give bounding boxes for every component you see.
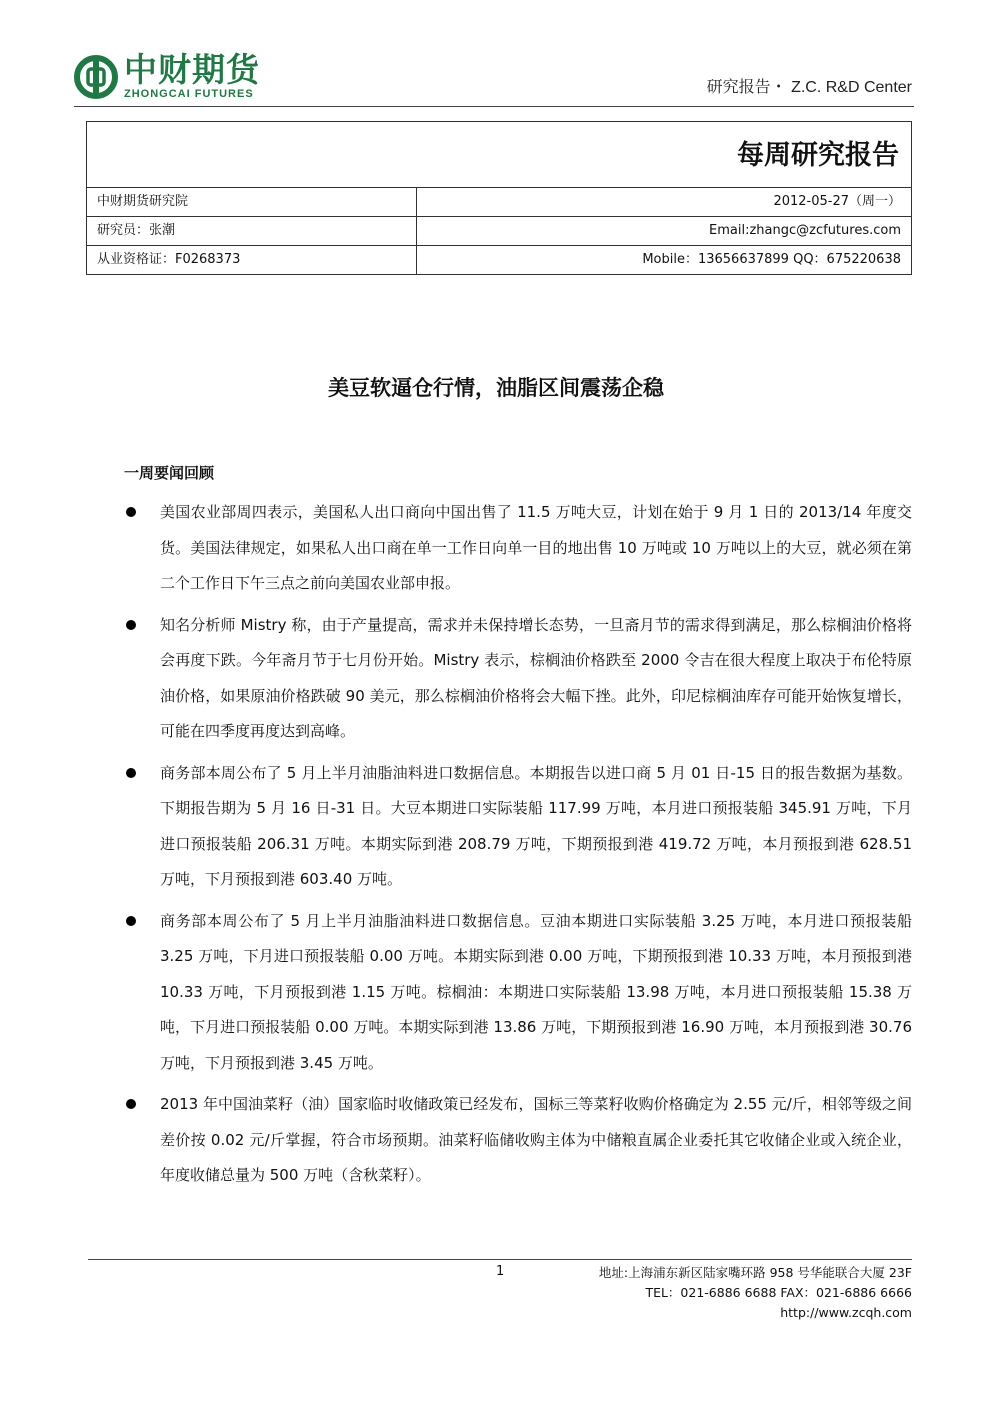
footer-phone-fax: TEL：021-6886 6688 FAX：021-6886 6666 (645, 1285, 912, 1300)
page-number: 1 (496, 1264, 505, 1279)
section-heading: 一周要闻回顾 (124, 464, 215, 482)
info-row-license (87, 246, 911, 274)
bullet-icon (126, 507, 136, 517)
header-divider (74, 106, 914, 107)
bullet-icon (126, 916, 136, 926)
report-type-cell (87, 122, 911, 188)
logo-chinese-name: 中财期货 (124, 50, 260, 89)
bullet-text: 知名分析师 Mistry 称，由于产量提高，需求并未保持增长态势，一旦斋月节的需求得到满足，那么棕榈油价格将会再度下跌。今年斋月节于七月份开始。Mistry 表示，棕榈油价格跌至 2000 令吉在很大程度上取决于布伦特原油价格，如果原油价格跌破 90 美元，那么棕榈油价格将会大幅下挫。此外，印尼棕榈油库存可能开始恢复增长，可能在四季度再度达到高峰。 (160, 615, 912, 740)
list-item (124, 495, 912, 602)
institute-name: 中财期货研究院 (87, 188, 417, 216)
report-info-table (86, 121, 912, 275)
footer-website-link[interactable]: http://www.zcqh.com (780, 1305, 912, 1320)
license-number: 从业资格证：F0268373 (87, 246, 417, 274)
bullet-text: 商务部本周公布了 5 月上半月油脂油料进口数据信息。本期报告以进口商 5 月 01 日-15 日的报告数据为基数。下期报告期为 5 月 16 日-31 日。大豆本期进口实际装船 117.99 万吨，本月进口预报装船 345.91 万吨，下月进口预报装船 206.31 万吨。本期实际到港 208.79 万吨，下期预报到港 419.72 万吨，本月预报到港 628.51 万吨，下月预报到港 603.40 万吨。 (160, 763, 912, 888)
list-item (124, 608, 912, 750)
logo-english-name: ZHONGCAI FUTURES (124, 88, 254, 100)
zhongcai-logo-icon (74, 54, 118, 100)
report-type-title: 每周研究报告 (737, 140, 899, 171)
list-item (124, 756, 912, 898)
list-item (124, 1087, 912, 1194)
footer-divider (88, 1259, 912, 1260)
company-logo (74, 52, 314, 102)
bullet-icon (126, 620, 136, 630)
footer-address: 地址:上海浦东新区陆家嘴环路 958 号华能联合大厦 23F (598, 1265, 912, 1280)
info-row-institute (87, 188, 911, 217)
footer-contact (599, 1263, 912, 1323)
bullet-text: 美国农业部周四表示，美国私人出口商向中国出售了 11.5 万吨大豆，计划在始于 9 月 1 日的 2013/14 年度交货。美国法律规定，如果私人出口商在单一工作日向单一目的地出售 10 万吨或 10 万吨以上的大豆，就必须在第二个工作日下午三点之前向美国农业部申报。 (160, 503, 912, 592)
bullet-icon (126, 1099, 136, 1109)
researcher-email: Email:zhangc@zcfutures.com (709, 223, 901, 238)
bullet-text: 商务部本周公布了 5 月上半月油脂油料进口数据信息。豆油本期进口实际装船 3.25 万吨，本月进口预报装船 3.25 万吨，下月进口预报装船 0.00 万吨。本期实际到港 0.00 万吨，下期预报到港 10.33 万吨，本月预报到港 10.33 万吨，下月预报到港 1.15 万吨。棕榈油：本期进口实际装船 13.98 万吨，本月进口预报装船 15.38 万吨，下月进口预报装船 0.00 万吨。本期实际到港 13.86 万吨，下期预报到港 16.90 万吨，本月预报到港 30.76 万吨，下月预报到港 3.45 万吨。 (160, 911, 912, 1072)
bullet-text: 2013 年中国油菜籽（油）国家临时收储政策已经发布，国标三等菜籽收购价格确定为 2.55 元/斤，相邻等级之间差价按 0.02 元/斤掌握，符合市场预期。油菜籽临储收购主体为中储粮直属企业委托其它收储企业或入统企业，年度收储总量为 500 万吨（含秋菜籽）。 (160, 1095, 912, 1184)
bullet-icon (126, 768, 136, 778)
header-report-label: 研究报告・ Z.C. R&D Center (706, 79, 912, 96)
report-headline: 美豆软逼仓行情，油脂区间震荡企稳 (328, 376, 664, 400)
news-bullet-list (124, 495, 912, 1200)
researcher-name: 研究员：张潮 (87, 217, 417, 245)
list-item (124, 904, 912, 1082)
contact-mobile-qq: Mobile：13656637899 QQ：675220638 (642, 252, 901, 267)
info-row-researcher (87, 217, 911, 246)
report-date: 2012-05-27（周一） (773, 194, 901, 209)
